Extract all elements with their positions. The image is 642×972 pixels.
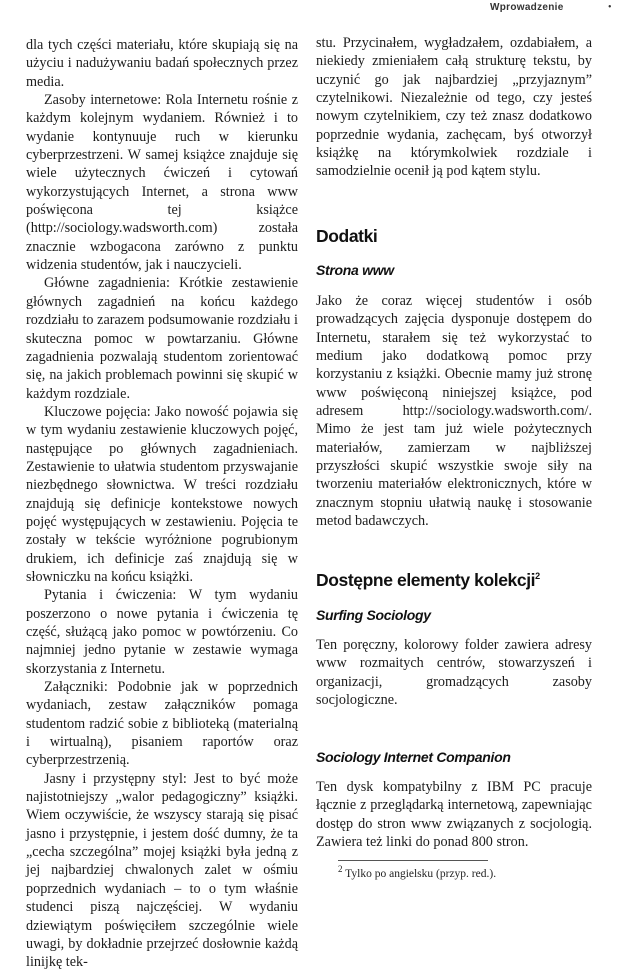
footnote-ref-2: 2	[535, 571, 540, 582]
surfing-sociology-text-block	[316, 636, 592, 709]
left-paragraph-3: Główne zagadnienia: Krótkie zestawienie głównych zagadnień na końcu każdego rozdziału to zarazem podsumowanie rozdziału i skuteczna pomoc w powtarzaniu. Główne zagadnienia pozwalają studentom zorientować się, na jakich problemach powinni się skupić w każdym rozdziale.	[26, 275, 298, 402]
left-paragraph-5: Pytania i ćwiczenia: W tym wydaniu poszerzono o nowe pytania i ćwiczenia tę część, służącą jako pomoc w powtórzeniu. Co najmniej jedno pytanie w zestawie wymaga skorzystania z Internetu.	[26, 587, 298, 677]
right-column-intro	[316, 34, 592, 181]
surfing-sociology-paragraph: Ten poręczny, kolorowy folder zawiera adresy www rozmaitych centrów, stowarzyszeń i organizacji, gromadzących zasoby socjologiczne.	[316, 637, 592, 709]
strona-www-paragraph: Jako że coraz więcej studentów i osób prowadzących zajęcia dysponuje dostępem do Internetu, starałem się też wykorzystać to medium jako dodatkową pomoc przy korzystaniu z książki. Obecnie mamy już stronę www poświęconą niniejszej książce, pod adresem http://sociology.wadsworth.com/. Mimo że jest tam już wiele pożytecznych materiałów, zamierzam w najbliższej przyszłości skupić wszystkie swoje siły na tworzeniu materiałów elektronicznych, które w znacznym stopniu ułatwią naukę i stosowanie metod badawczych.	[316, 293, 592, 530]
section-heading-kolekcja-text: Dostępne elementy kolekcji	[316, 570, 536, 590]
strona-www-text-block	[316, 292, 592, 530]
subheading-internet-companion: Sociology Internet Companion	[316, 749, 511, 765]
right-intro-paragraph: stu. Przycinałem, wygładzałem, ozdabiałem, a niekiedy zmieniałem całą strukturę tekstu, by uczynić go jak najbardziej „przyjaznym” czytelnikowi. Niezależnie od tego, czy jesteś nowym czytelnikiem, czy też znasz dodatkowo poprzednie wydania, zachęcam, byś otworzył książkę na którymkolwiek rozdziale i samodzielnie ocenił ją pod kątem stylu.	[316, 35, 592, 180]
header-bullet: •	[608, 2, 612, 13]
subheading-surfing-sociology: Surfing Sociology	[316, 607, 431, 623]
left-paragraph-4: Kluczowe pojęcia: Jako nowość pojawia się w tym wydaniu zestawienie kluczowych pojęć, następujące po głównych zagadnieniach. Zestawienie to ułatwia studentom przyswajanie niezbędnego słownictwa. W treści rozdziału znajdują się definicje kontekstowe nowych pojęć występujących w zestawieniu. Pojęcia te zostały w tekście wyróżnione pogrubionym drukiem, ich definicje zaś znajdują się w słowniczku na końcu książki.	[26, 403, 298, 585]
footnote-text: Tylko po angielsku (przyp. red.).	[345, 868, 497, 880]
running-header: Wprowadzenie	[490, 2, 564, 13]
left-paragraph-1: dla tych części materiału, które skupiają się na użyciu i nadużywaniu badań społecznych przez media.	[26, 37, 298, 90]
footnote	[338, 864, 497, 880]
internet-companion-paragraph: Ten dysk kompatybilny z IBM PC pracuje łącznie z przeglądarką internetową, zapewniając dostęp do stron www związanych z socjologią. Zawiera też linki do ponad 800 stron.	[316, 779, 592, 851]
internet-companion-text-block	[316, 778, 592, 851]
section-heading-kolekcja	[316, 570, 540, 591]
left-paragraph-6: Załączniki: Podobnie jak w poprzednich wydaniach, zestaw załączników pomaga studentom radzić sobie z biblioteką (materialną i wirtualną), pisaniem raportów oraz cyberprzestrzenią.	[26, 679, 298, 769]
left-paragraph-7: Jasny i przystępny styl: Jest to być może najistotniejszy „walor pedagogiczny” książki. Wiem oczywiście, że wszyscy starają się pisać jasno i przystępnie, i jestem dość dumny, że ta „cecha szczególna” mojej książki była jedną z jej najbardziej chwalonych zalet w ośmiu poprzednich wydaniach – to o tym właśnie studenci piszą najczęściej. W wydaniu dziewiątym poświęciłem szczególnie wiele uwagi, by dokładnie przejrzeć dosłownie każdą linijkę tek-	[26, 770, 298, 971]
section-heading-dodatki: Dodatki	[316, 226, 378, 246]
footnote-divider	[338, 860, 488, 861]
subheading-strona-www: Strona www	[316, 262, 394, 278]
footnote-mark: 2	[338, 864, 343, 875]
left-column	[26, 36, 298, 972]
left-paragraph-2: Zasoby internetowe: Rola Internetu rośnie z każdym kolejnym wydaniem. Również i to wydanie kontynuuje ruch w kierunku cyberprzestrzeni. W samej książce znajduje się wiele użytecznych ćwiczeń i cytowań wykorzystujących Internet, a strona www poświęcona tej książce (http://sociology.wadsworth.com) została znacznie wzbogacona zarówno z punktu widzenia studentów, jak i nauczycieli.	[26, 92, 298, 274]
